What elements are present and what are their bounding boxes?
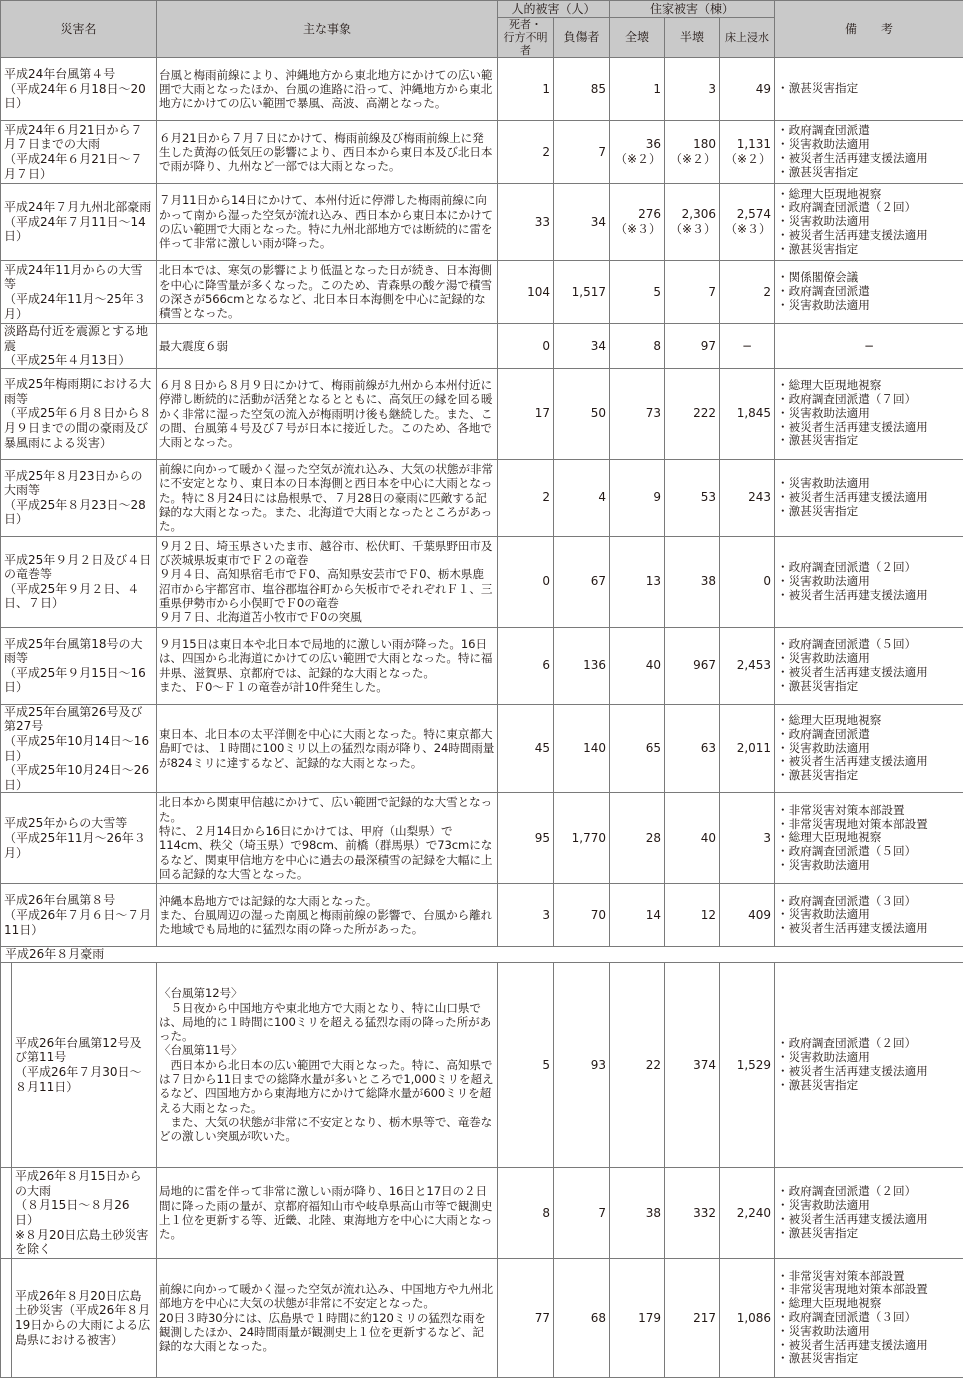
dead-missing-count: 6 <box>498 627 554 704</box>
header-name: 災害名 <box>1 1 157 58</box>
event-description: 局地的に雷を伴って非常に激しい雨が降り、16日と17日の２日間に降った雨の量が、京都府福知山市や岐阜県高山市等で観測史上１位を更新する等、近畿、北陸、東海地方を中心に大雨となった。 <box>157 1167 498 1258</box>
disaster-name: 平成25年９月２日及び４日の竜巻等 （平成25年９月２日、４日、７日） <box>1 536 157 627</box>
event-description: 前線に向かって暖かく湿った空気が流れ込み、大気の状態が非常に不安定となり、東日本の日本海側と西日本を中心に大雨となった。特に８月24日には島根県で、７月28日の豪雨に匹敵する記録的な大雨となった。また、北海道で大雨となったところがあった。 <box>157 459 498 536</box>
dead-missing-count: 0 <box>498 324 554 369</box>
remarks: ・政府調査団派遣（３回） ・災害救助法適用 ・被災者生活再建支援法適用 <box>775 884 963 947</box>
remarks: ・政府調査団派遣 ・災害救助法適用 ・被災者生活再建支援法適用 ・激甚災害指定 <box>775 121 963 184</box>
table-row <box>1 121 963 184</box>
flooding-count: 409 <box>720 884 775 947</box>
event-description: 最大震度６弱 <box>157 324 498 369</box>
flooding-count: 1,086 <box>720 1258 775 1377</box>
event-description: ９月２日、埼玉県さいたま市、越谷市、松伏町、千葉県野田市及び茨城県坂東市でＦ２の竜巻 ９月４日、高知県宿毛市でＦ0、高知県安芸市でＦ0、栃木県鹿沼市から宇都宮市、塩谷郡塩谷町から矢板市でそれぞれＦ１、三重県伊勢市から小俣町でＦ0の竜巻 ９月７日、北海道苫小牧市でＦ0の突風 <box>157 536 498 627</box>
table-row <box>1 368 963 459</box>
flooding-count: 2,011 <box>720 704 775 793</box>
half-destroyed-count: 97 <box>665 324 720 369</box>
injured-count: 50 <box>554 368 610 459</box>
event-description: ６月８日から８月９日にかけて、梅雨前線が九州から本州付近に停滞し断続的に活動が活発となるとともに、高気圧の縁を回る暖かく非常に湿った空気の流入が梅雨明け後も継続した。また、この間、台風第４号及び７号が日本に接近した。このため、各地で大雨となった。 <box>157 368 498 459</box>
flooding-count: 2,453 <box>720 627 775 704</box>
injured-count: 93 <box>554 962 610 1167</box>
table-row <box>1 58 963 121</box>
table-row <box>1 324 963 369</box>
injured-count: 1,770 <box>554 793 610 884</box>
flooding-count: 1,131 （※２） <box>720 121 775 184</box>
injured-count: 1,517 <box>554 261 610 324</box>
header-full-destroyed: 全壊 <box>610 18 665 58</box>
flooding-count: 49 <box>720 58 775 121</box>
full-destroyed-count: 73 <box>610 368 665 459</box>
header-half-destroyed: 半壊 <box>665 18 720 58</box>
table-row <box>1 704 963 793</box>
full-destroyed-count: 22 <box>610 962 665 1167</box>
injured-count: 67 <box>554 536 610 627</box>
flooding-count: 2,240 <box>720 1167 775 1258</box>
group-table-row <box>1 1258 963 1377</box>
event-description: 〈台風第12号〉 ５日夜から中国地方や東北地方で大雨となり、特に山口県では、局地的に１時間に100ミリを超える猛烈な雨の降った所があった。 〈台風第11号〉 西日本から北日本の広い範囲で大雨となった。特に、高知県では７日から11日までの総降水量が多いところで1,000ミリを超えるなど、四国地方から東海地方にかけて総降水量が600ミリを超える大雨となった。 また、大気の状態が非常に不安定となり、栃木県等で、竜巻などの激しい突風が吹いた。 <box>157 962 498 1167</box>
full-destroyed-count: 28 <box>610 793 665 884</box>
disaster-name: 平成25年台風第18号の大雨等 （平成25年９月15日〜16日） <box>1 627 157 704</box>
full-destroyed-count: 5 <box>610 261 665 324</box>
header-human-damage: 人的被害（人） <box>498 1 610 18</box>
event-description: 東日本、北日本の太平洋側を中心に大雨となった。特に東京都大島町では、１時間に100ミリ以上の猛烈な雨が降り、24時間雨量が824ミリに達するなど、記録的な大雨となった。 <box>157 704 498 793</box>
full-destroyed-count: 40 <box>610 627 665 704</box>
table-row <box>1 261 963 324</box>
dead-missing-count: 33 <box>498 184 554 261</box>
disaster-name: 平成26年台風第８号 （平成26年７月６日〜７月11日） <box>1 884 157 947</box>
flooding-count: 1,529 <box>720 962 775 1167</box>
half-destroyed-count: 53 <box>665 459 720 536</box>
injured-count: 4 <box>554 459 610 536</box>
dead-missing-count: 8 <box>498 1167 554 1258</box>
remarks: ・政府調査団派遣（２回） ・災害救助法適用 ・被災者生活再建支援法適用 ・激甚災害指定 <box>775 962 963 1167</box>
group-table-row <box>1 1167 963 1258</box>
table-row <box>1 793 963 884</box>
full-destroyed-count: 65 <box>610 704 665 793</box>
half-destroyed-count: 967 <box>665 627 720 704</box>
injured-count: 70 <box>554 884 610 947</box>
group-title: 平成26年８月豪雨 <box>1 947 963 963</box>
injured-count: 136 <box>554 627 610 704</box>
half-destroyed-count: 222 <box>665 368 720 459</box>
disaster-name: 平成26年８月20日広島土砂災害（平成26年８月19日からの大雨による広島県における被害） <box>1 1258 157 1377</box>
remarks: ・激甚災害指定 <box>775 58 963 121</box>
dead-missing-count: 2 <box>498 459 554 536</box>
group-table-row <box>1 962 963 1167</box>
half-destroyed-count: 12 <box>665 884 720 947</box>
injured-count: 140 <box>554 704 610 793</box>
dead-missing-count: 3 <box>498 884 554 947</box>
disaster-name: 平成24年11月からの大雪等 （平成24年11月〜25年３月） <box>1 261 157 324</box>
disaster-name: 平成25年８月23日からの大雨等 （平成25年８月23日〜28日） <box>1 459 157 536</box>
half-destroyed-count: 374 <box>665 962 720 1167</box>
dead-missing-count: 5 <box>498 962 554 1167</box>
full-destroyed-count: 13 <box>610 536 665 627</box>
full-destroyed-count: 38 <box>610 1167 665 1258</box>
flooding-count: 2 <box>720 261 775 324</box>
remarks: ・関係閣僚会議 ・政府調査団派遣 ・災害救助法適用 <box>775 261 963 324</box>
event-description: ６月21日から７月７日にかけて、梅雨前線及び梅雨前線上に発生した黄海の低気圧の影響により、西日本から東日本及び北日本で雨が降り、九州など一部では大雨となった。 <box>157 121 498 184</box>
half-destroyed-count: 7 <box>665 261 720 324</box>
flooding-count: 1,845 <box>720 368 775 459</box>
flooding-count: 243 <box>720 459 775 536</box>
dead-missing-count: 77 <box>498 1258 554 1377</box>
injured-count: 7 <box>554 121 610 184</box>
disaster-name: 淡路島付近を震源とする地震 （平成25年４月13日） <box>1 324 157 369</box>
header-above-floor-flooding: 床上浸水 <box>720 18 775 58</box>
event-description: 前線に向かって暖かく湿った空気が流れ込み、中国地方や九州北部地方を中心に大気の状態が非常に不安定となった。 20日３時30分には、広島県で１時間に約120ミリの猛烈な雨を観測したほか、24時間雨量が観測史上１位を更新するなど、記録的な大雨となった。 <box>157 1258 498 1377</box>
dead-missing-count: 17 <box>498 368 554 459</box>
remarks: ・非常災害対策本部設置 ・非常災害現地対策本部設置 ・総理大臣現地視察 ・政府調査団派遣（５回） ・災害救助法適用 <box>775 793 963 884</box>
table-row <box>1 459 963 536</box>
full-destroyed-count: 8 <box>610 324 665 369</box>
header-injured: 負傷者 <box>554 18 610 58</box>
disaster-name: 平成25年からの大雪等 （平成25年11月〜26年３月） <box>1 793 157 884</box>
table-row <box>1 627 963 704</box>
flooding-count: 2,574 （※３） <box>720 184 775 261</box>
disaster-name: 平成26年台風第12号及び第11号 （平成26年７月30日〜８月11日） <box>1 962 157 1167</box>
event-description: 台風と梅雨前線により、沖縄地方から東北地方にかけての広い範囲で大雨となったほか、台風の進路に沿って、沖縄地方から東北地方にかけての広い範囲で暴風、高波、高潮となった。 <box>157 58 498 121</box>
remarks: − <box>775 324 963 369</box>
disaster-name: 平成25年梅雨期における大雨等 （平成25年６月８日から８月９日までの間の豪雨及び暴風雨による災害） <box>1 368 157 459</box>
event-description: ７月11日から14日にかけて、本州付近に停滞した梅雨前線に向かって南から湿った空気が流れ込み、西日本から東日本にかけての広い範囲で大雨となった。特に九州北部地方では断続的に雷を伴って非常に激しい雨が降った。 <box>157 184 498 261</box>
half-destroyed-count: 332 <box>665 1167 720 1258</box>
event-description: 北日本では、寒気の影響により低温となった日が続き、日本海側を中心に降雪量が多くなった。このため、青森県の酸ケ湯で積雪の深さが566cmとなるなど、北日本日本海側を中心に記録的な積雪となった。 <box>157 261 498 324</box>
injured-count: 85 <box>554 58 610 121</box>
group-header-row <box>1 947 963 963</box>
full-destroyed-count: 9 <box>610 459 665 536</box>
remarks: ・総理大臣現地視察 ・政府調査団派遣（７回） ・災害救助法適用 ・被災者生活再建支援法適用 ・激甚災害指定 <box>775 368 963 459</box>
half-destroyed-count: 40 <box>665 793 720 884</box>
full-destroyed-count: 1 <box>610 58 665 121</box>
dead-missing-count: 2 <box>498 121 554 184</box>
flooding-count: 0 <box>720 536 775 627</box>
injured-count: 34 <box>554 184 610 261</box>
table-row <box>1 884 963 947</box>
half-destroyed-count: 63 <box>665 704 720 793</box>
disaster-name: 平成26年８月15日からの大雨 （８月15日〜８月26日） ※８月20日広島土砂災害を除く <box>1 1167 157 1258</box>
half-destroyed-count: 180 （※２） <box>665 121 720 184</box>
disaster-name: 平成24年６月21日から７月７日までの大雨 （平成24年６月21日〜７月７日） <box>1 121 157 184</box>
table-body <box>1 58 963 1378</box>
event-description: 北日本から関東甲信越にかけて、広い範囲で記録的な大雪となった。 特に、２月14日から16日にかけては、甲府（山梨県）で114cm、秩父（埼玉県）で98cm、前橋（群馬県）で73cmになるなど、関東甲信地方を中心に過去の最深積雪の記録を大幅に上回る記録的な大雪となった。 <box>157 793 498 884</box>
injured-count: 68 <box>554 1258 610 1377</box>
dead-missing-count: 1 <box>498 58 554 121</box>
disaster-name: 平成25年台風第26号及び第27号 （平成25年10月14日〜16日） （平成25年10月24日〜26日） <box>1 704 157 793</box>
event-description: 沖縄本島地方では記録的な大雨となった。 また、台風周辺の湿った南風と梅雨前線の影響で、台風から離れた地域でも局地的に猛烈な雨の降った所があった。 <box>157 884 498 947</box>
full-destroyed-count: 276 （※３） <box>610 184 665 261</box>
event-description: ９月15日は東日本や北日本で局地的に激しい雨が降った。16日は、四国から北海道にかけての広い範囲で大雨となった。特に福井県、滋賀県、京都府では、記録的な大雨となった。 また、Ｆ0〜Ｆ１の竜巻が計10件発生した。 <box>157 627 498 704</box>
half-destroyed-count: 2,306 （※３） <box>665 184 720 261</box>
table-row <box>1 184 963 261</box>
remarks: ・政府調査団派遣（２回） ・災害救助法適用 ・被災者生活再建支援法適用 <box>775 536 963 627</box>
remarks: ・政府調査団派遣（２回） ・災害救助法適用 ・被災者生活再建支援法適用 ・激甚災害指定 <box>775 1167 963 1258</box>
remarks: ・非常災害対策本部設置 ・非常災害現地対策本部設置 ・総理大臣現地視察 ・政府調査団派遣（３回） ・災害救助法適用 ・被災者生活再建支援法適用 ・激甚災害指定 <box>775 1258 963 1377</box>
full-destroyed-count: 36 （※２） <box>610 121 665 184</box>
remarks: ・政府調査団派遣（５回） ・災害救助法適用 ・被災者生活再建支援法適用 ・激甚災害指定 <box>775 627 963 704</box>
flooding-count: − <box>720 324 775 369</box>
header-events: 主な事象 <box>157 1 498 58</box>
remarks: ・災害救助法適用 ・被災者生活再建支援法適用 ・激甚災害指定 <box>775 459 963 536</box>
dead-missing-count: 95 <box>498 793 554 884</box>
remarks: ・総理大臣現地視察 ・政府調査団派遣 ・災害救助法適用 ・被災者生活再建支援法適用 ・激甚災害指定 <box>775 704 963 793</box>
disaster-name: 平成24年７月九州北部豪雨 （平成24年７月11日〜14日） <box>1 184 157 261</box>
injured-count: 34 <box>554 324 610 369</box>
half-destroyed-count: 38 <box>665 536 720 627</box>
dead-missing-count: 45 <box>498 704 554 793</box>
half-destroyed-count: 3 <box>665 58 720 121</box>
flooding-count: 3 <box>720 793 775 884</box>
injured-count: 7 <box>554 1167 610 1258</box>
table-row <box>1 536 963 627</box>
header-dead-missing: 死者・ 行方不明者 <box>498 18 554 58</box>
half-destroyed-count: 217 <box>665 1258 720 1377</box>
full-destroyed-count: 179 <box>610 1258 665 1377</box>
dead-missing-count: 0 <box>498 536 554 627</box>
header-house-damage: 住家被害（棟） <box>610 1 775 18</box>
header-remarks: 備 考 <box>775 1 963 58</box>
remarks: ・総理大臣現地視察 ・政府調査団派遣（２回） ・災害救助法適用 ・被災者生活再建支援法適用 ・激甚災害指定 <box>775 184 963 261</box>
full-destroyed-count: 14 <box>610 884 665 947</box>
disaster-name: 平成24年台風第４号 （平成24年６月18日〜20日） <box>1 58 157 121</box>
dead-missing-count: 104 <box>498 261 554 324</box>
